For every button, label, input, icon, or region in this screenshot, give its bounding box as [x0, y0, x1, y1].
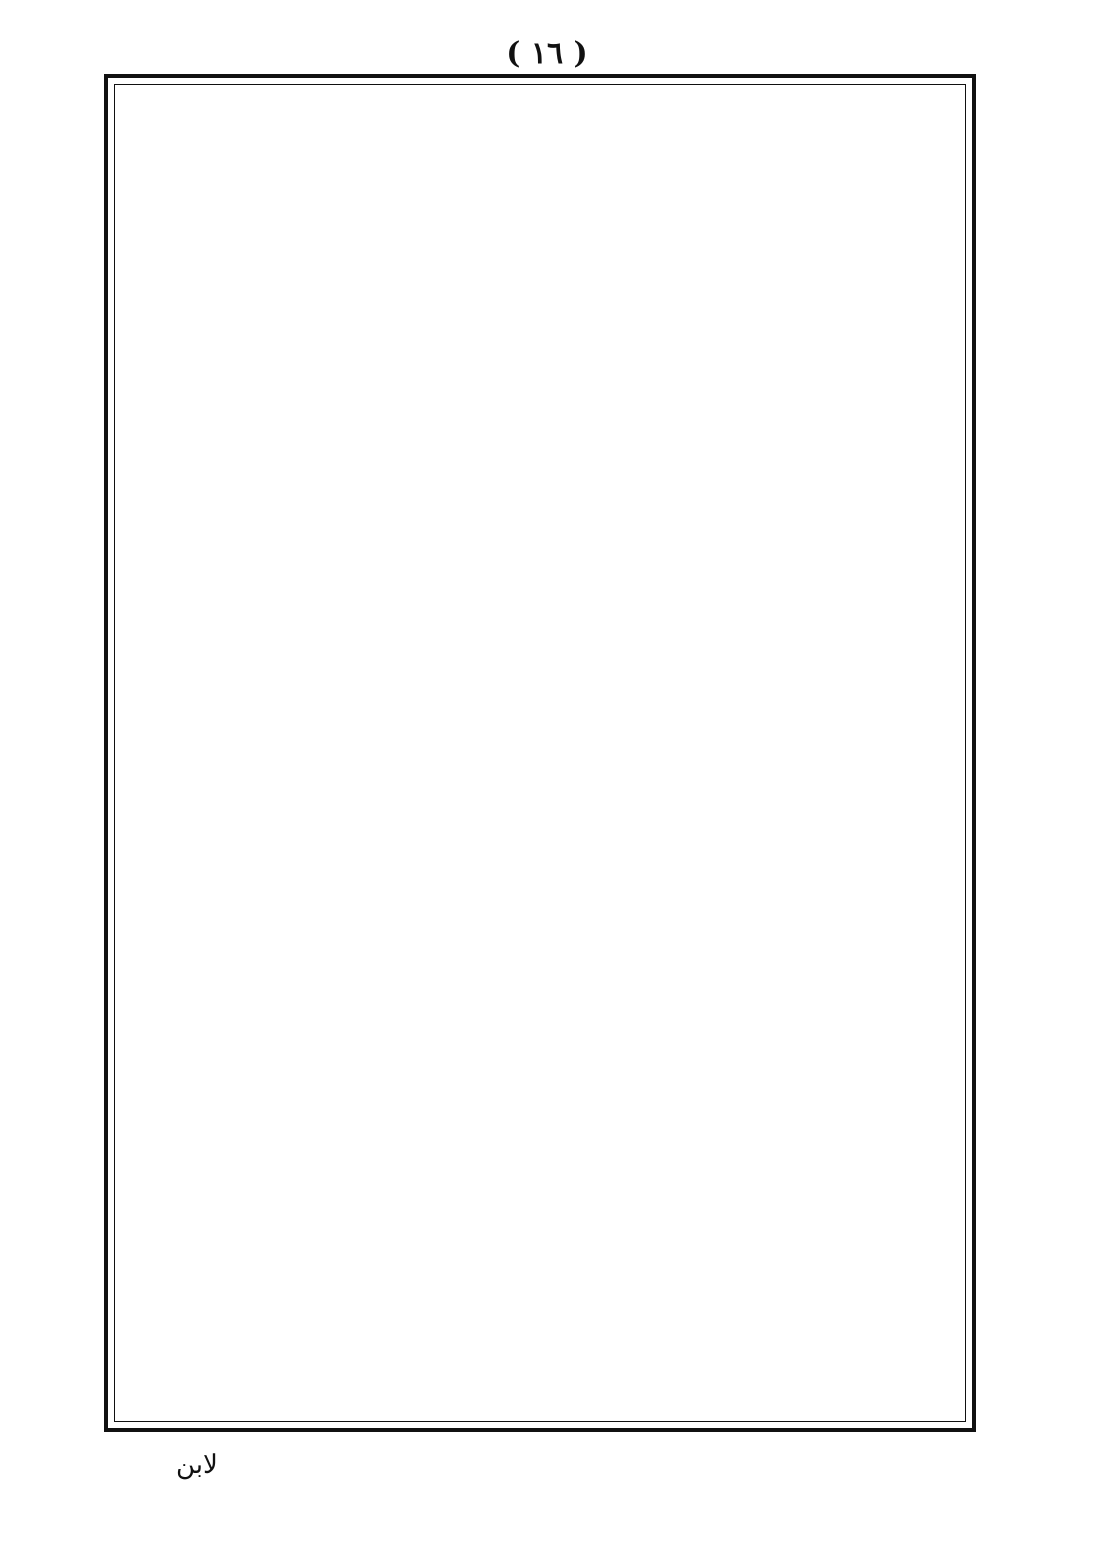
- text-line-28: [120, 1378, 960, 1418]
- text-block: [120, 98, 960, 1418]
- text-line-12: [120, 619, 960, 659]
- text-line-9: [120, 477, 960, 517]
- text-line-6: [120, 335, 960, 375]
- text-line-26: [120, 1283, 960, 1323]
- text-line-23: [120, 1141, 960, 1181]
- text-line-25: [120, 1236, 960, 1276]
- text-line-2: [120, 145, 960, 185]
- text-line-11: [120, 572, 960, 612]
- text-line-17: [120, 857, 960, 897]
- text-line-21: [120, 1046, 960, 1086]
- page-number: ( ١٦ ): [506, 36, 588, 71]
- text-line-22: [120, 1094, 960, 1134]
- text-line-15: [120, 762, 960, 802]
- text-line-24: [120, 1188, 960, 1228]
- text-line-8: [120, 430, 960, 470]
- text-line-5: [120, 288, 960, 328]
- text-line-3: [120, 193, 960, 233]
- text-line-7: [120, 382, 960, 422]
- page-frame: [104, 74, 976, 1432]
- text-line-10: [120, 525, 960, 565]
- text-line-27: [120, 1331, 960, 1371]
- text-line-1: [120, 98, 960, 138]
- text-line-4: [120, 240, 960, 280]
- catchword: لابن: [176, 1450, 218, 1480]
- text-line-16: [120, 809, 960, 849]
- text-line-14: [120, 714, 960, 754]
- text-line-20: [120, 999, 960, 1039]
- text-line-18: [120, 904, 960, 944]
- text-line-13: [120, 667, 960, 707]
- text-line-19: [120, 951, 960, 991]
